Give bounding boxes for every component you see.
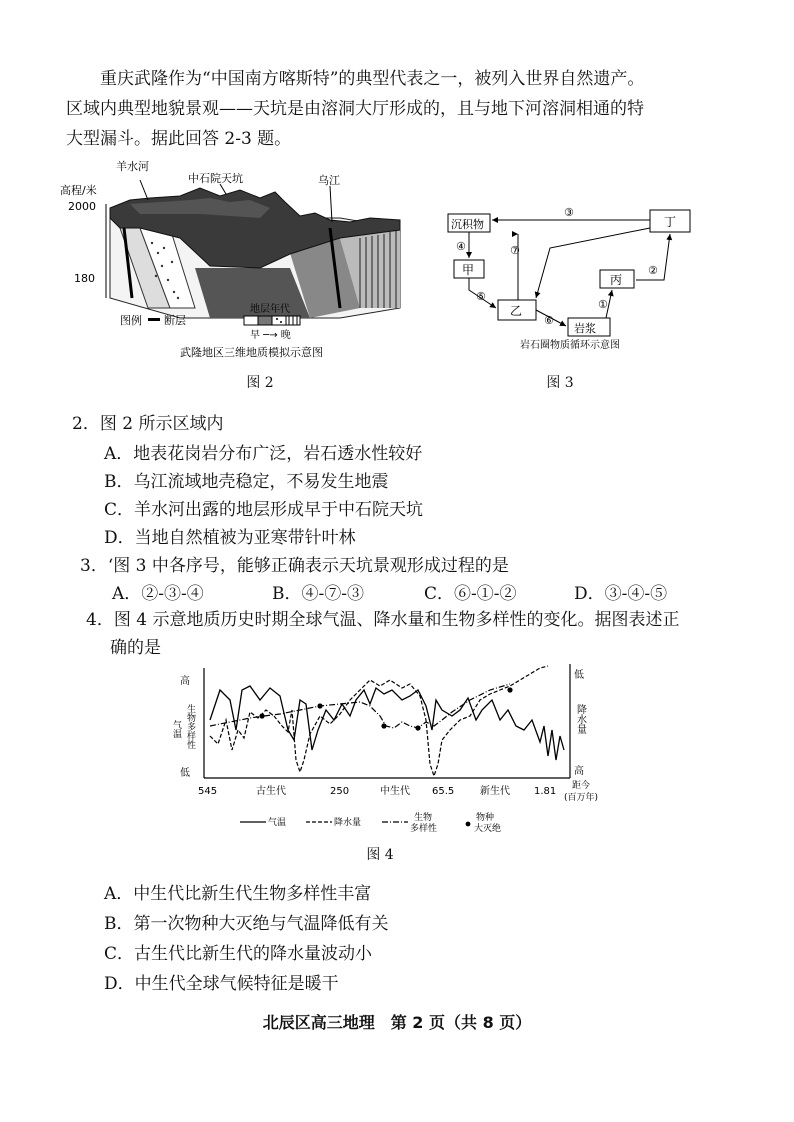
svg-text:乙: 乙 xyxy=(510,304,523,318)
svg-text:甲: 甲 xyxy=(462,263,475,277)
svg-text:距今: 距今 xyxy=(572,781,591,791)
svg-text:(百万年): (百万年) xyxy=(564,793,599,803)
figure-3 xyxy=(440,200,710,350)
svg-text:④: ④ xyxy=(456,240,466,253)
q2-option-b[interactable]: B．乌江流域地壳稳定，不易发生地震 xyxy=(104,472,389,492)
extinction-dot-4 xyxy=(415,725,420,730)
svg-text:降水量: 降水量 xyxy=(334,818,362,828)
fault-legend-icon xyxy=(148,318,160,321)
svg-text:⑥: ⑥ xyxy=(544,314,554,327)
fig2-legend-fault: 断层 xyxy=(164,314,186,327)
extinction-dot-1 xyxy=(259,713,264,718)
svg-text:气温: 气温 xyxy=(268,818,287,828)
q3-option-c[interactable]: C．⑥-①-② xyxy=(424,584,517,604)
q4-option-b[interactable]: B．第一次物种大灭绝与气温降低有关 xyxy=(104,914,389,934)
svg-text:①: ① xyxy=(598,298,608,311)
q4-stem-line2: 确的是 xyxy=(110,638,161,658)
svg-text:低: 低 xyxy=(180,768,190,779)
q3-option-d[interactable]: D．③-④-⑤ xyxy=(574,584,668,604)
figure-2-block-diagram xyxy=(60,158,420,364)
svg-text:高: 高 xyxy=(574,766,584,777)
q2-option-a[interactable]: A．地表花岗岩分布广泛，岩石透水性较好 xyxy=(104,444,423,464)
fig4-tick-181: 1.81 xyxy=(534,786,557,797)
fig2-y-axis-label: 高程/米 xyxy=(60,184,97,197)
svg-text:生物: 生物 xyxy=(414,813,433,823)
svg-text:②: ② xyxy=(648,264,658,277)
fig4-tick-250: 250 xyxy=(330,786,350,797)
intro-paragraph xyxy=(66,64,726,154)
intro-line-3: 大型漏斗。据此回答 2-3 题。 xyxy=(66,129,292,149)
q4-stem-line1: 4．图 4 示意地质历史时期全球气温、降水量和生物多样性的变化。据图表述正 xyxy=(86,610,680,630)
q2-option-c[interactable]: C．羊水河出露的地层形成早于中石院天坑 xyxy=(104,500,424,520)
q3-option-b[interactable]: B．④-⑦-③ xyxy=(272,584,364,604)
fig4-precip-axis-label: 降水量 xyxy=(574,704,586,734)
svg-text:高: 高 xyxy=(180,676,190,687)
svg-text:③: ③ xyxy=(564,206,574,219)
figure-4 xyxy=(170,660,620,840)
q4-option-d[interactable]: D．中生代全球气候特征是暖干 xyxy=(104,974,339,994)
figure-4-chart xyxy=(170,660,620,840)
fig2-legend-order: 早 ─→ 晚 xyxy=(250,330,291,341)
fig3-subtitle: 岩石圈物质循环示意图 xyxy=(520,340,620,350)
fig2-y-top: 2000 xyxy=(68,200,96,213)
fig2-legend-prefix: 图例 xyxy=(120,314,142,327)
q2-stem: 2．图 2 所示区域内 xyxy=(72,414,224,434)
fig2-legend-strata: 地层年代 xyxy=(250,304,290,315)
figure-3-caption: 图 3 xyxy=(546,375,574,391)
q3-option-a[interactable]: A．②-③-④ xyxy=(112,584,204,604)
q4-option-c[interactable]: C．古生代比新生代的降水量波动小 xyxy=(104,944,373,964)
svg-text:岩浆: 岩浆 xyxy=(574,322,596,335)
figure-3-rock-cycle xyxy=(440,200,710,350)
fig4-bio-axis-label: 生物多样性 xyxy=(185,704,195,749)
extinction-dot-3 xyxy=(381,723,386,728)
fig4-era-cenozoic: 新生代 xyxy=(480,786,510,797)
svg-text:大灭绝: 大灭绝 xyxy=(474,824,502,834)
q4-option-a[interactable]: A．中生代比新生代生物多样性丰富 xyxy=(104,884,372,904)
svg-text:⑦: ⑦ xyxy=(510,244,520,257)
strata-legend-icon xyxy=(244,316,300,325)
fig4-tick-65: 65.5 xyxy=(432,786,455,797)
figure-2 xyxy=(60,158,420,364)
figure-2-caption: 图 2 xyxy=(246,375,274,391)
figure-4-caption: 图 4 xyxy=(366,847,394,863)
fig2-y-bottom: 180 xyxy=(74,272,95,285)
intro-line-1: 重庆武隆作为“中国南方喀斯特”的典型代表之一，被列入世界自然遗产。 xyxy=(100,69,645,89)
fig2-river1-label: 羊水河 xyxy=(116,160,149,173)
fig4-era-paleozoic: 古生代 xyxy=(256,786,286,797)
page-footer: 北辰区高三地理 第 2 页（共 8 页） xyxy=(262,1013,532,1032)
fig2-river2-label: 乌江 xyxy=(318,174,340,187)
extinction-dot-2 xyxy=(317,703,322,708)
svg-text:低: 低 xyxy=(574,670,584,681)
fig4-era-mesozoic: 中生代 xyxy=(380,786,410,797)
extinction-dot-5 xyxy=(507,687,512,692)
svg-text:⑤: ⑤ xyxy=(476,290,486,303)
svg-text:物种: 物种 xyxy=(476,813,495,823)
svg-text:丙: 丙 xyxy=(610,273,623,287)
fig2-subtitle: 武隆地区三维地质模拟示意图 xyxy=(180,346,323,359)
fig2-tiankeng-label: 中石院天坑 xyxy=(188,172,243,185)
fig4-tick-545: 545 xyxy=(198,786,218,797)
svg-text:多样性: 多样性 xyxy=(410,824,438,834)
intro-line-2: 区域内典型地貌景观——天坑是由溶洞大厅形成的，且与地下河溶洞相通的特 xyxy=(66,99,644,119)
svg-text:沉积物: 沉积物 xyxy=(451,218,484,231)
q3-stem: 3．‘图 3 中各序号，能够正确表示天坑景观形成过程的是 xyxy=(80,556,509,576)
fig4-temp-axis-label: 气温 xyxy=(171,720,181,738)
svg-text:丁: 丁 xyxy=(664,215,677,229)
q2-option-d[interactable]: D．当地自然植被为亚寒带针叶林 xyxy=(104,528,356,548)
